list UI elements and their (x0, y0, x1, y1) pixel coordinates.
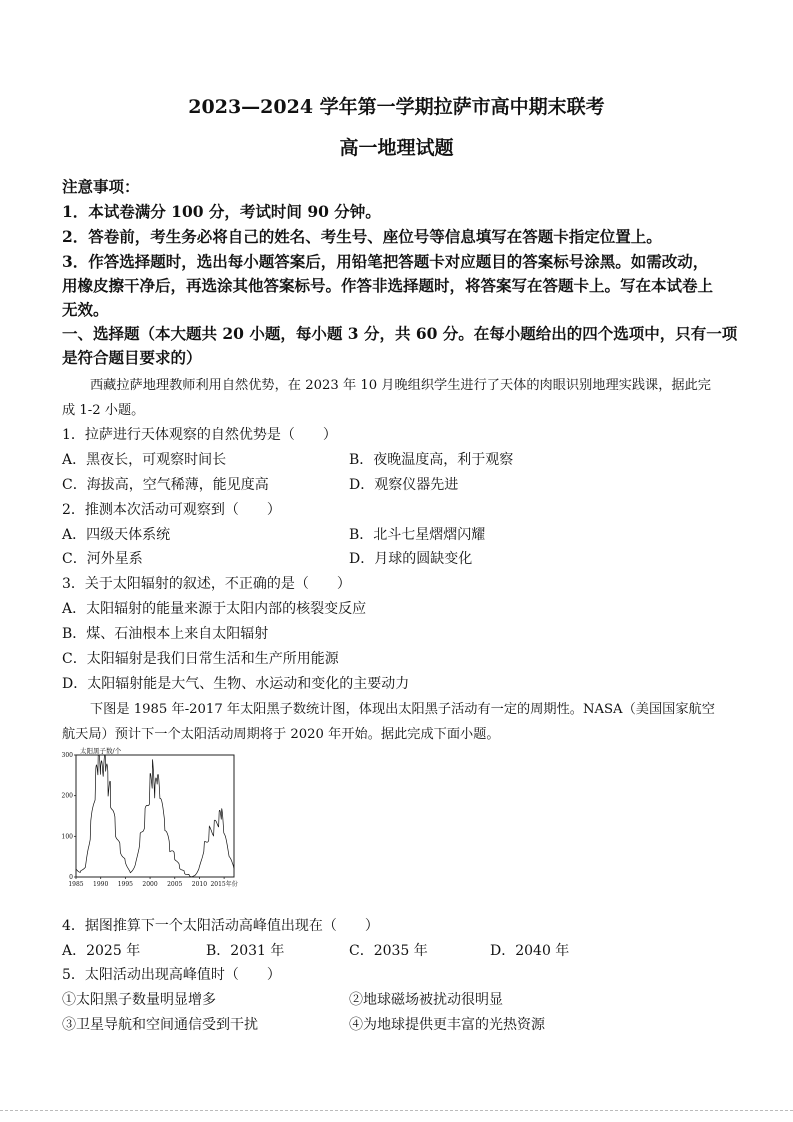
statement-2: ②地球磁场被扰动很明显 (349, 992, 503, 1008)
question-stem: 3．关于太阳辐射的叙述，不正确的是（ ） (62, 576, 351, 592)
chart-plot-frame (76, 755, 234, 877)
x-tick-label: 1995 (117, 881, 134, 888)
x-tick-label: 2015年份 (210, 881, 238, 888)
notice-item: 2．答卷前，考生务必将自己的姓名、考生号、座位号等信息填写在答题卡指定位置上。 (62, 227, 662, 246)
y-tick-label: 0 (69, 874, 73, 881)
option-c: C．河外星系 (62, 551, 143, 567)
passage-text: 下图是 1985 年-2017 年太阳黑子数统计图，体现出太阳黑子活动有一定的周期性。NASA（美国国家航空 (90, 702, 715, 717)
question-stem: 5．太阳活动出现高峰值时（ ） (62, 967, 281, 983)
notice-item: 3．作答选择题时，选出每小题答案后，用铅笔把答题卡对应题目的答案标号涂黑。如需改动， (62, 252, 709, 271)
x-tick-label: 2010 (191, 881, 208, 888)
option-b: B．北斗七星熠熠闪耀 (349, 527, 486, 543)
statement-4: ④为地球提供更丰富的光热资源 (349, 1017, 545, 1033)
option-c: C．海拔高，空气稀薄，能见度高 (62, 477, 269, 493)
y-tick-label: 300 (61, 752, 73, 759)
question-stem: 2．推测本次活动可观察到（ ） (62, 502, 281, 518)
option-a: A．太阳辐射的能量来源于太阳内部的核裂变反应 (62, 601, 367, 617)
option-d: D．观察仪器先进 (349, 477, 459, 493)
passage-text: 西藏拉萨地理教师利用自然优势，在 2023 年 10 月晚组织学生进行了天体的肉眼识别地理实践课，据此完 (90, 378, 711, 393)
y-axis-label: 太阳黑子数/个 (80, 747, 122, 755)
option-c: C．2035 年 (349, 943, 428, 959)
x-tick-label: 1990 (93, 881, 109, 888)
option-b: B．夜晚温度高，利于观察 (349, 452, 514, 468)
section-heading: 一、选择题（本大题共 20 小题，每小题 3 分，共 60 分。在每小题给出的四个选项中，只有一项 (62, 324, 738, 343)
option-d: D．太阳辐射能是大气、生物、水运动和变化的主要动力 (62, 676, 410, 692)
notice-heading: 注意事项： (62, 177, 140, 196)
statement-1: ①太阳黑子数量明显增多 (62, 992, 216, 1008)
passage-text: 航天局）预计下一个太阳活动周期将于 2020 年开始。据此完成下面小题。 (62, 727, 500, 742)
notice-item: 无效。 (62, 300, 109, 319)
x-tick-label: 2000 (142, 881, 158, 888)
question-stem: 1．拉萨进行天体观察的自然优势是（ ） (62, 427, 337, 443)
option-d: D．月球的圆缺变化 (349, 551, 473, 567)
option-a: A．四级天体系统 (62, 527, 171, 543)
sunspot-chart (58, 745, 242, 893)
option-c: C．太阳辐射是我们日常生活和生产所用能源 (62, 651, 339, 667)
notice-item: 用橡皮擦干净后，再选涂其他答案标号。作答非选择题时，将答案写在答题卡上。写在本试卷上 (62, 276, 714, 295)
section-heading: 是符合题目要求的） (62, 348, 202, 367)
x-tick-label: 2005 (167, 881, 183, 888)
sunspot-series-line (76, 755, 234, 877)
exam-title: 2023—2024 学年第一学期拉萨市高中期末联考 (188, 96, 605, 118)
notice-item: 1．本试卷满分 100 分，考试时间 90 分钟。 (62, 202, 381, 221)
option-a: A．2025 年 (62, 943, 141, 959)
option-a: A．黑夜长，可观察时间长 (62, 452, 227, 468)
option-b: B．2031 年 (206, 943, 285, 959)
x-tick-label: 1985 (68, 881, 84, 888)
y-tick-label: 100 (61, 833, 73, 841)
passage-text: 成 1-2 小题。 (62, 403, 145, 418)
statement-3: ③卫星导航和空间通信受到干扰 (62, 1017, 258, 1033)
exam-subtitle: 高一地理试题 (339, 137, 454, 159)
y-tick-label: 200 (61, 792, 73, 800)
option-d: D．2040 年 (490, 943, 570, 959)
question-stem: 4．据图推算下一个太阳活动高峰值出现在（ ） (62, 918, 379, 934)
option-b: B．煤、石油根本上来自太阳辐射 (62, 626, 269, 642)
page-divider (0, 1110, 793, 1111)
